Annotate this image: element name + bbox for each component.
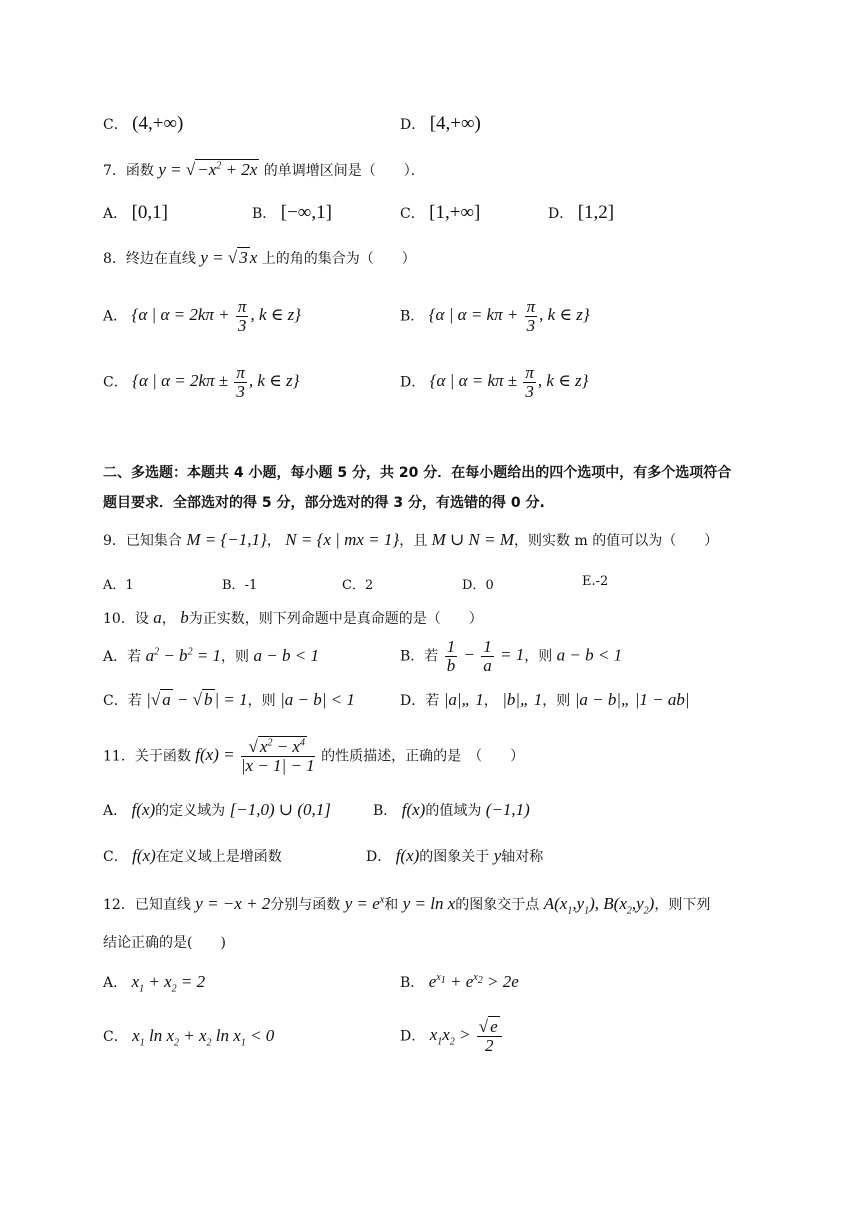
section2-heading-line1: 二、多选题：本题共 4 小题，每小题 5 分，共 20 分．在每小题给出的四个选项中，有多个选项符合 — [103, 465, 732, 481]
q9-option-d: D．0 — [462, 578, 494, 593]
q9-option-a: A．1 — [103, 578, 134, 593]
q11-option-c: C． f(x)在定义域上是增函数 — [103, 846, 282, 865]
q10-option-b: B．若 $\frac{1}{b}$ − $\frac{1}{a}$ = 1，则 a − b < 1 — [400, 637, 623, 675]
q7-option-c: C． [1,+∞] — [400, 202, 481, 223]
q12-stem-line2: 结论正确的是( ) — [103, 935, 226, 951]
q8-option-d: D． {α | α = kπ ± $\frac{\pi}{3}$ , k ∈ z} — [400, 363, 589, 401]
q6-option-d-label: D． — [400, 117, 426, 133]
q7-formula: y = √ $-x^2 + 2x$ — [158, 160, 258, 179]
q11-option-a: A． f(x)的定义域为 [−1,0) ∪ (0,1] — [103, 800, 331, 819]
section2-heading-line2: 题目要求．全部选对的得 5 分，部分选对的得 3 分，有选错的得 0 分. — [103, 495, 545, 511]
q9-option-b: B．-1 — [222, 578, 258, 593]
q9-stem: 9．已知集合 M = {−1,1}， N = {x | mx = 1}，且 M ∪ N = M，则实数 m 的值可以为（ ） — [103, 530, 719, 549]
q12-option-b: B． $e^{x_1} + e^{x_2} > 2e$ — [400, 972, 519, 991]
q8-option-c: C． {α | α = 2kπ ± $\frac{\pi}{3}$ , k ∈ z} — [103, 363, 300, 401]
q8-stem: 8．终边在直线 y = √ 3 x 上的角的集合为（ ） — [103, 248, 416, 267]
q7-option-a: A． [0,1] — [103, 202, 168, 223]
q12-option-a: A． $x_1 + x_2 = 2$ — [103, 972, 206, 995]
q6-option-d — [400, 113, 481, 135]
q7-number: 7． — [103, 163, 126, 179]
q7-stem — [103, 160, 760, 180]
q6-option-c-value: (4,+∞) — [132, 113, 184, 134]
q12-option-c: C． $x_1$ $\ln x_2 + x_2$ $\ln x_1 < 0$ — [103, 1026, 275, 1049]
q6-option-d-value: [4,+∞) — [429, 113, 481, 134]
q9-option-e: E.-2 — [582, 574, 609, 589]
q9-option-c: C．2 — [342, 578, 374, 593]
q11-stem: 11．关于函数 f(x) = $\frac{√ x^2 - x^4}{|x - 1| - 1}$ 的性质描述，正确的是 （ ） — [103, 737, 525, 775]
q11-option-d: D． f(x)的图象关于 y轴对称 — [366, 846, 544, 865]
q6-option-c-label: C． — [103, 117, 128, 133]
q7-option-d: D． [1,2] — [548, 202, 615, 223]
q8-option-b: B． {α | α = kπ + $\frac{\pi}{3}$ , k ∈ z} — [400, 297, 590, 335]
q10-option-a: A．若 $a^2 - b^2 = 1$，则 a − b < 1 — [103, 646, 319, 665]
q10-stem: 10．设 a， b为正实数，则下列命题中是真命题的是（ ） — [103, 608, 483, 627]
q8-option-a: A． {α | α = 2kπ + $\frac{\pi}{3}$ , k ∈ z} — [103, 297, 301, 335]
q11-option-b: B． f(x)的值域为 (−1,1) — [373, 800, 530, 819]
q7-option-b: B． [−∞,1] — [252, 202, 332, 223]
q7-text-b: 的单调增区间是（ ）． — [263, 163, 425, 179]
q7-text-a: 函数 — [125, 163, 154, 179]
q10-option-c: C．若 |√ a − √ b | = 1，则 |a − b| < 1 — [103, 690, 355, 709]
q10-option-d: D．若 |a|„ 1， |b|„ 1，则 |a − b|„ |1 − ab| — [400, 690, 690, 709]
q8-formula: y = √ 3 x — [200, 248, 258, 267]
q12-stem-line1: 12．已知直线 y = −x + 2分别与函数 $y = e^x$和 y = ln x的图象交于点 $A(x_1,y_1)$, $B(x_2,y_2)$，则下列 — [103, 894, 711, 917]
q12-option-d: D． $x_1x_2$ > $\frac{√ e}{2}$ — [400, 1018, 504, 1055]
